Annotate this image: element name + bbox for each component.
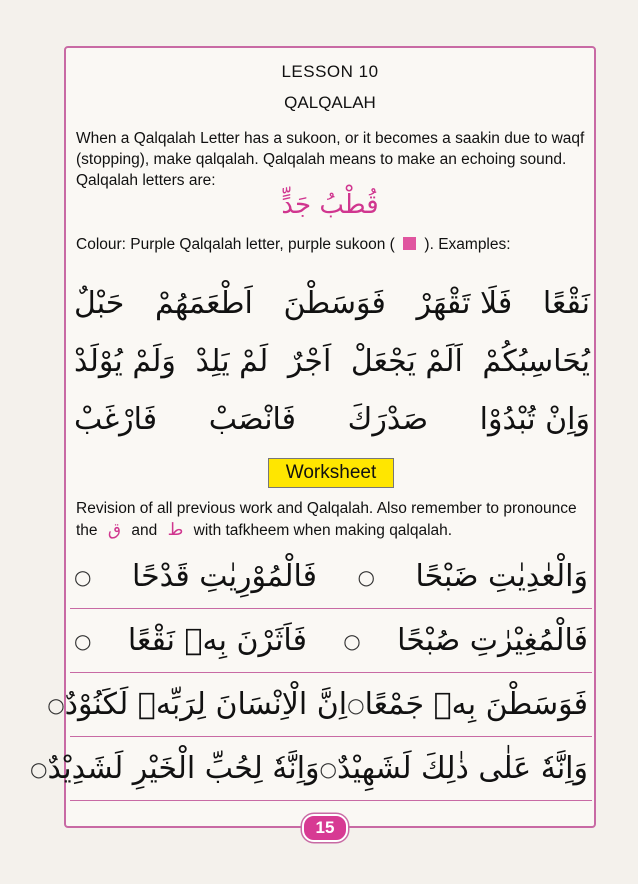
worksheet-row [47,673,592,737]
example-word: اَجْرٌ [287,344,332,379]
verse-marker: ○ [47,692,65,717]
example-word: يُحَاسِبُكُمْ [482,344,590,379]
qaf-letter: ق [107,520,122,539]
verse-marker: ○ [357,564,375,589]
colour-text-before: Colour: Purple Qalqalah letter, purple sukoon ( [76,236,395,253]
example-word: نَقْعًا [542,286,590,321]
verse-marker: ○ [74,564,92,589]
ws-text-after: with tafkheem when making qalqalah. [193,522,453,539]
purple-swatch [403,237,416,250]
verse-text: وَالْعٰدِيٰتِ ضَبْحًا [415,559,588,594]
lesson-title: QALQALAH [284,93,376,112]
example-word: اَلَمْ يَجْعَلْ [350,344,463,379]
worksheet-row [70,545,592,609]
verse-text: فَاَثَرْنَ بِهٖ نَقْعًا [127,623,307,658]
example-word: فَانْصَبْ [208,402,297,437]
verse-marker: ○ [74,628,92,653]
example-word: لَمْ يَلِدْ [195,344,269,379]
worksheet-row [30,737,592,801]
qalqalah-letters: قُطْبُ جَدٍّ [281,190,379,220]
lesson-frame [30,46,596,828]
example-row-3 [74,400,590,440]
verse-text: وَاِنَّهٗ لِحُبِّ الْخَيْرِ لَشَدِيْدٌ [47,751,320,786]
example-word: وَاِنْ تُبْدُوْا [479,402,590,437]
example-row-1 [74,284,590,324]
lesson-number: LESSON 10 [281,62,379,81]
verse-text: اِنَّ الْاِنْسَانَ لِرَبِّهٖ لَكَنُوْدٌ [64,687,348,722]
example-word: وَلَمْ يُوْلَدْ [74,344,176,379]
example-word: اَطْعَمَهُمْ [155,286,253,321]
colour-text-after: ). Examples: [424,236,511,253]
verse-text: فَالْمُغِيْرٰتِ صُبْحًا [397,623,588,658]
verse-text: فَوَسَطْنَ بِهٖ جَمْعًا [364,687,588,722]
worksheet-row [70,609,592,673]
worksheet-badge: Worksheet [268,458,394,488]
page-number: 15 [302,814,348,842]
verse-text: فَالْمُوْرِيٰتِ قَدْحًا [131,559,318,594]
example-word: صَدْرَكَ [347,402,429,437]
worksheet-instructions [76,498,586,541]
example-word: حَبْلٌ [74,286,125,321]
verse-marker: ○ [343,628,361,653]
example-word: فَارْغَبْ [74,402,158,437]
ws-text-mid: and [131,522,158,539]
example-word: فَوَسَطْنَ [283,286,386,321]
worksheet-lines [30,545,592,801]
example-row-2 [74,342,590,382]
verse-marker: ○ [347,692,365,717]
ws-text-before: Revision of all previous work and Qalqalah. Also remember to pronounce the [76,500,577,539]
example-word: فَلَا تَقْهَرْ [416,286,513,321]
taa-letter: ط [167,520,184,539]
verse-marker: ○ [319,756,337,781]
verse-marker: ○ [30,756,48,781]
intro-text: When a Qalqalah Letter has a sukoon, or it becomes a saakin due to waqf (stopping), make qalqalah. Qalqalah means to make an echoing sound. Qalqalah letters are: [76,130,585,189]
verse-text: وَاِنَّهٗ عَلٰى ذٰلِكَ لَشَهِيْدٌ [336,751,588,786]
colour-line [76,236,586,254]
